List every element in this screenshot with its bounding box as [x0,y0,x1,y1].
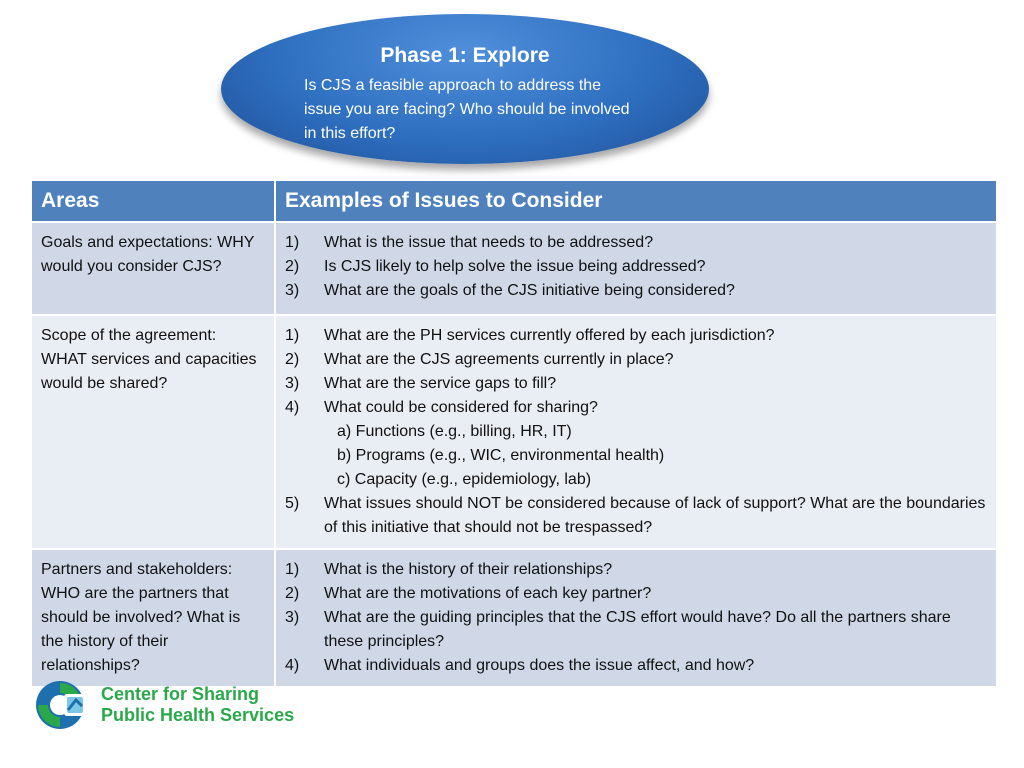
phase-description: Is CJS a feasible approach to address the issue you are facing? Who should be involved in this effort? [304,77,630,142]
list-item: 2) What are the motivations of each key partner? [285,585,652,602]
logo-text [101,684,294,726]
logo-line-2: Public Health Services [101,705,295,725]
table-row [31,315,997,549]
issues-cell [275,315,997,549]
list-item: 1) What are the PH services currently offered by each jurisdiction? [285,327,775,344]
sub-item: b) Programs (e.g., WIC, environmental health) [337,447,665,464]
issue-list [285,324,987,420]
issue-list [285,231,987,303]
logo-line-1: Center for Sharing [101,684,260,704]
list-item: 4) What individuals and groups does the issue affect, and how? [285,657,755,674]
issue-list [285,558,987,678]
table-row [31,549,997,687]
list-item: 1) What is the issue that needs to be addressed? [285,234,654,251]
header-examples: Examples of Issues to Consider [275,180,997,222]
list-item: 3) What are the service gaps to fill? [285,375,557,392]
sub-item: a) Functions (e.g., billing, HR, IT) [337,423,572,440]
issues-cell [275,222,997,315]
area-cell: Goals and expectations: WHY would you consider CJS? [31,222,275,315]
issue-list [285,492,987,540]
issues-table [30,179,998,688]
list-item: 4) What could be considered for sharing? [285,399,598,416]
phase-title: Phase 1: Explore [380,44,550,67]
header-areas: Areas [31,180,275,222]
table-row [31,222,997,315]
issues-cell [275,549,997,687]
table-header-row [31,180,997,222]
list-item: 2) What are the CJS agreements currently in place? [285,351,674,368]
list-item: 3) What are the goals of the CJS initiative being considered? [285,282,735,299]
sub-item: c) Capacity (e.g., epidemiology, lab) [337,471,592,488]
list-item: 5) What issues should NOT be considered because of lack of support? What are the boundaries of this initiative that should not be trespassed? [285,495,986,536]
area-cell: Partners and stakeholders: WHO are the partners that should be involved? What is the history of their relationships? [31,549,275,687]
list-item: 1) What is the history of their relationships? [285,561,613,578]
list-item: 2) Is CJS likely to help solve the issue being addressed? [285,258,706,275]
area-cell: Scope of the agreement: WHAT services and capacities would be shared? [31,315,275,549]
list-item: 3) What are the guiding principles that the CJS effort would have? Do all the partners share these principles? [285,609,951,650]
